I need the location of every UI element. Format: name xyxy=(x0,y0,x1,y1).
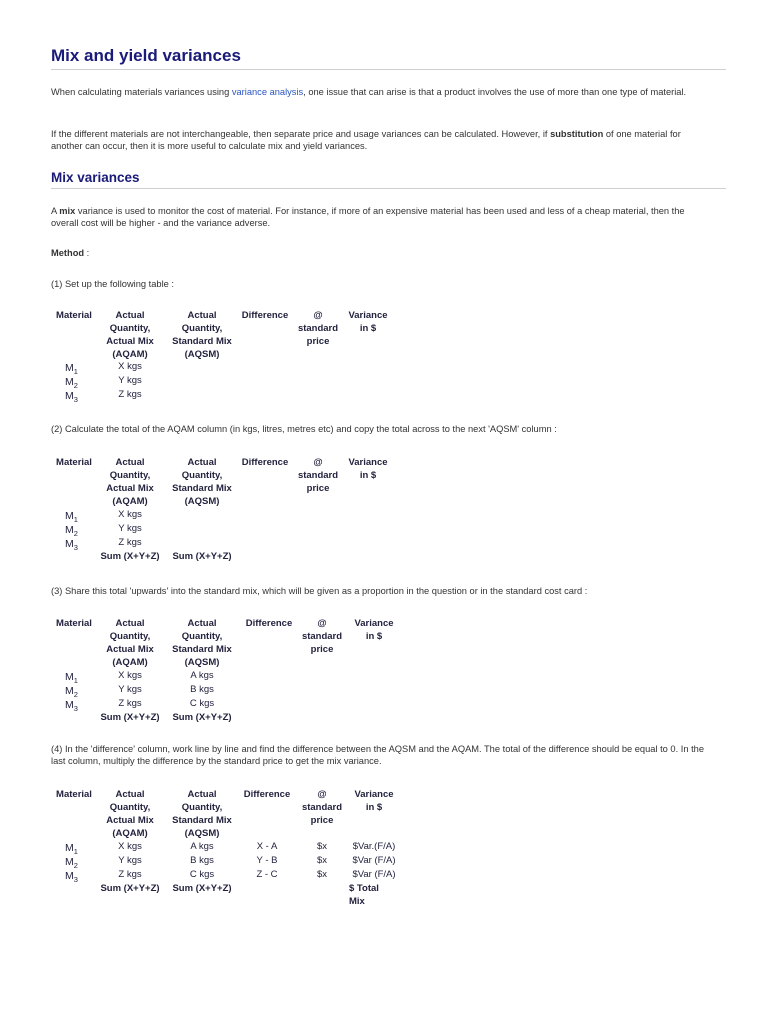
aqsm-cell: B kgs xyxy=(190,684,214,695)
aqam-cell: Z kgs xyxy=(118,698,142,709)
price-cell: $x xyxy=(316,869,328,880)
method-label-suffix: : xyxy=(84,248,90,258)
step-4: (4) In the 'difference' column, work line by line and find the difference between the AQSM and the AQAM. The total of the difference should be equal to 0. In the last column, multiply the difference by the standard price to get the mix variance. xyxy=(51,744,705,766)
intro-paragraph-1 xyxy=(51,86,711,98)
aqam-total: Sum (X+Y+Z) xyxy=(100,883,160,894)
material-letter: M xyxy=(65,685,74,697)
header-price: @ standard price xyxy=(301,618,343,655)
material-sub: 2 xyxy=(73,690,78,700)
material-letter: M xyxy=(65,671,74,683)
aqsm-total: Sum (X+Y+Z) xyxy=(172,883,232,894)
difference-cell: X - A xyxy=(256,841,278,852)
header-aqam: Actual Quantity, Actual Mix (AQAM) xyxy=(106,789,154,839)
intro-p1-text: When calculating materials variances using xyxy=(51,87,232,97)
variance-cell: $Var.(F/A) xyxy=(352,841,396,852)
material-sub: 1 xyxy=(73,676,78,686)
method-label xyxy=(51,247,711,259)
header-material: Material xyxy=(56,310,92,321)
header-aqsm: Actual Quantity, Standard Mix (AQSM) xyxy=(172,457,232,507)
material-letter: M xyxy=(65,856,74,868)
step-2: (2) Calculate the total of the AQAM column (in kgs, litres, metres etc) and copy the total across to the next 'AQSM' column : xyxy=(51,424,557,434)
variance-analysis-link[interactable]: variance analysis xyxy=(231,87,304,97)
substitution-term: substitution xyxy=(550,129,604,139)
section-heading-mix-variances: Mix variances xyxy=(51,170,726,189)
aqsm-total: Sum (X+Y+Z) xyxy=(172,712,232,723)
header-difference: Difference xyxy=(245,618,293,629)
method-label-text: Method xyxy=(51,248,85,258)
material-letter: M xyxy=(65,376,74,388)
price-cell: $x xyxy=(316,841,328,852)
header-variance: Variance in $ xyxy=(348,457,388,481)
variance-cell: $Var (F/A) xyxy=(352,855,396,866)
material-label xyxy=(65,698,78,717)
material-label xyxy=(65,537,78,556)
header-price: @ standard price xyxy=(301,789,343,826)
aqam-cell: Y kgs xyxy=(118,523,142,534)
aqam-cell: Y kgs xyxy=(118,684,142,695)
material-sub: 3 xyxy=(73,704,78,714)
material-letter: M xyxy=(65,842,74,854)
header-material: Material xyxy=(56,618,92,629)
material-letter: M xyxy=(65,699,74,711)
mix-paragraph xyxy=(51,205,711,229)
intro-p1-text-end: , one issue that can arise is that a product involves the use of more than one type of material. xyxy=(303,87,687,97)
intro-p2-text: If the different materials are not interchangeable, then separate price and usage variances can be calculated. However, if xyxy=(51,129,551,139)
page-title: Mix and yield variances xyxy=(51,46,726,70)
mix-p-text: A xyxy=(51,206,60,216)
aqam-cell: Z kgs xyxy=(118,537,142,548)
material-letter: M xyxy=(65,390,74,402)
header-difference: Difference xyxy=(241,310,289,321)
intro-paragraph-2 xyxy=(51,128,711,152)
material-sub: 2 xyxy=(73,381,78,391)
aqsm-cell: C kgs xyxy=(189,869,215,880)
aqsm-cell: B kgs xyxy=(190,855,214,866)
aqsm-total: Sum (X+Y+Z) xyxy=(172,551,232,562)
aqam-cell: Y kgs xyxy=(118,855,142,866)
aqsm-cell: A kgs xyxy=(190,670,214,681)
material-sub: 3 xyxy=(73,543,78,553)
mix-p-text-end: variance is used to monitor the cost of material. For instance, if more of an expensive material has been used and less of a cheap material, then the overall cost will be higher - and the variance adverse. xyxy=(51,206,685,228)
variance-cell: $Var (F/A) xyxy=(352,869,396,880)
material-letter: M xyxy=(65,510,74,522)
material-label xyxy=(65,389,78,408)
difference-cell: Z - C xyxy=(256,869,278,880)
header-variance: Variance in $ xyxy=(354,789,394,813)
aqam-cell: X kgs xyxy=(118,670,142,681)
material-sub: 3 xyxy=(73,395,78,405)
aqam-total: Sum (X+Y+Z) xyxy=(100,712,160,723)
header-aqsm: Actual Quantity, Standard Mix (AQSM) xyxy=(172,618,232,668)
material-sub: 2 xyxy=(73,861,78,871)
header-difference: Difference xyxy=(241,457,289,468)
intro-p2-text-end: of one material for another can occur, then it is more useful to calculate mix and yield variances. xyxy=(51,129,681,151)
variance-total: $ Total Mix xyxy=(349,883,379,907)
price-cell: $x xyxy=(316,855,328,866)
header-variance: Variance in $ xyxy=(354,618,394,642)
material-label xyxy=(65,869,78,888)
material-letter: M xyxy=(65,870,74,882)
step-3: (3) Share this total 'upwards' into the standard mix, which will be given as a proportion in the question or in the standard cost card : xyxy=(51,586,588,596)
material-letter: M xyxy=(65,362,74,374)
header-material: Material xyxy=(56,789,92,800)
aqam-cell: Z kgs xyxy=(118,389,142,400)
material-letter: M xyxy=(65,538,74,550)
header-price: @ standard price xyxy=(297,310,339,347)
step-1: (1) Set up the following table : xyxy=(51,279,174,289)
aqam-cell: Y kgs xyxy=(118,375,142,386)
material-sub: 2 xyxy=(73,529,78,539)
material-sub: 1 xyxy=(73,515,78,525)
aqsm-cell: A kgs xyxy=(190,841,214,852)
header-difference: Difference xyxy=(243,789,291,800)
header-price: @ standard price xyxy=(297,457,339,494)
header-material: Material xyxy=(56,457,92,468)
difference-cell: Y - B xyxy=(256,855,278,866)
material-sub: 3 xyxy=(73,875,78,885)
aqam-cell: Z kgs xyxy=(118,869,142,880)
aqam-cell: X kgs xyxy=(118,361,142,372)
material-sub: 1 xyxy=(73,367,78,377)
header-aqsm: Actual Quantity, Standard Mix (AQSM) xyxy=(172,789,232,839)
aqam-cell: X kgs xyxy=(118,841,142,852)
mix-term: mix xyxy=(59,206,76,216)
header-aqam: Actual Quantity, Actual Mix (AQAM) xyxy=(106,618,154,668)
aqsm-cell: C kgs xyxy=(189,698,215,709)
header-aqam: Actual Quantity, Actual Mix (AQAM) xyxy=(106,457,154,507)
material-letter: M xyxy=(65,524,74,536)
header-aqam: Actual Quantity, Actual Mix (AQAM) xyxy=(106,310,154,360)
header-aqsm: Actual Quantity, Standard Mix (AQSM) xyxy=(172,310,232,360)
aqam-cell: X kgs xyxy=(118,509,142,520)
header-variance: Variance in $ xyxy=(348,310,388,334)
material-sub: 1 xyxy=(73,847,78,857)
aqam-total: Sum (X+Y+Z) xyxy=(100,551,160,562)
